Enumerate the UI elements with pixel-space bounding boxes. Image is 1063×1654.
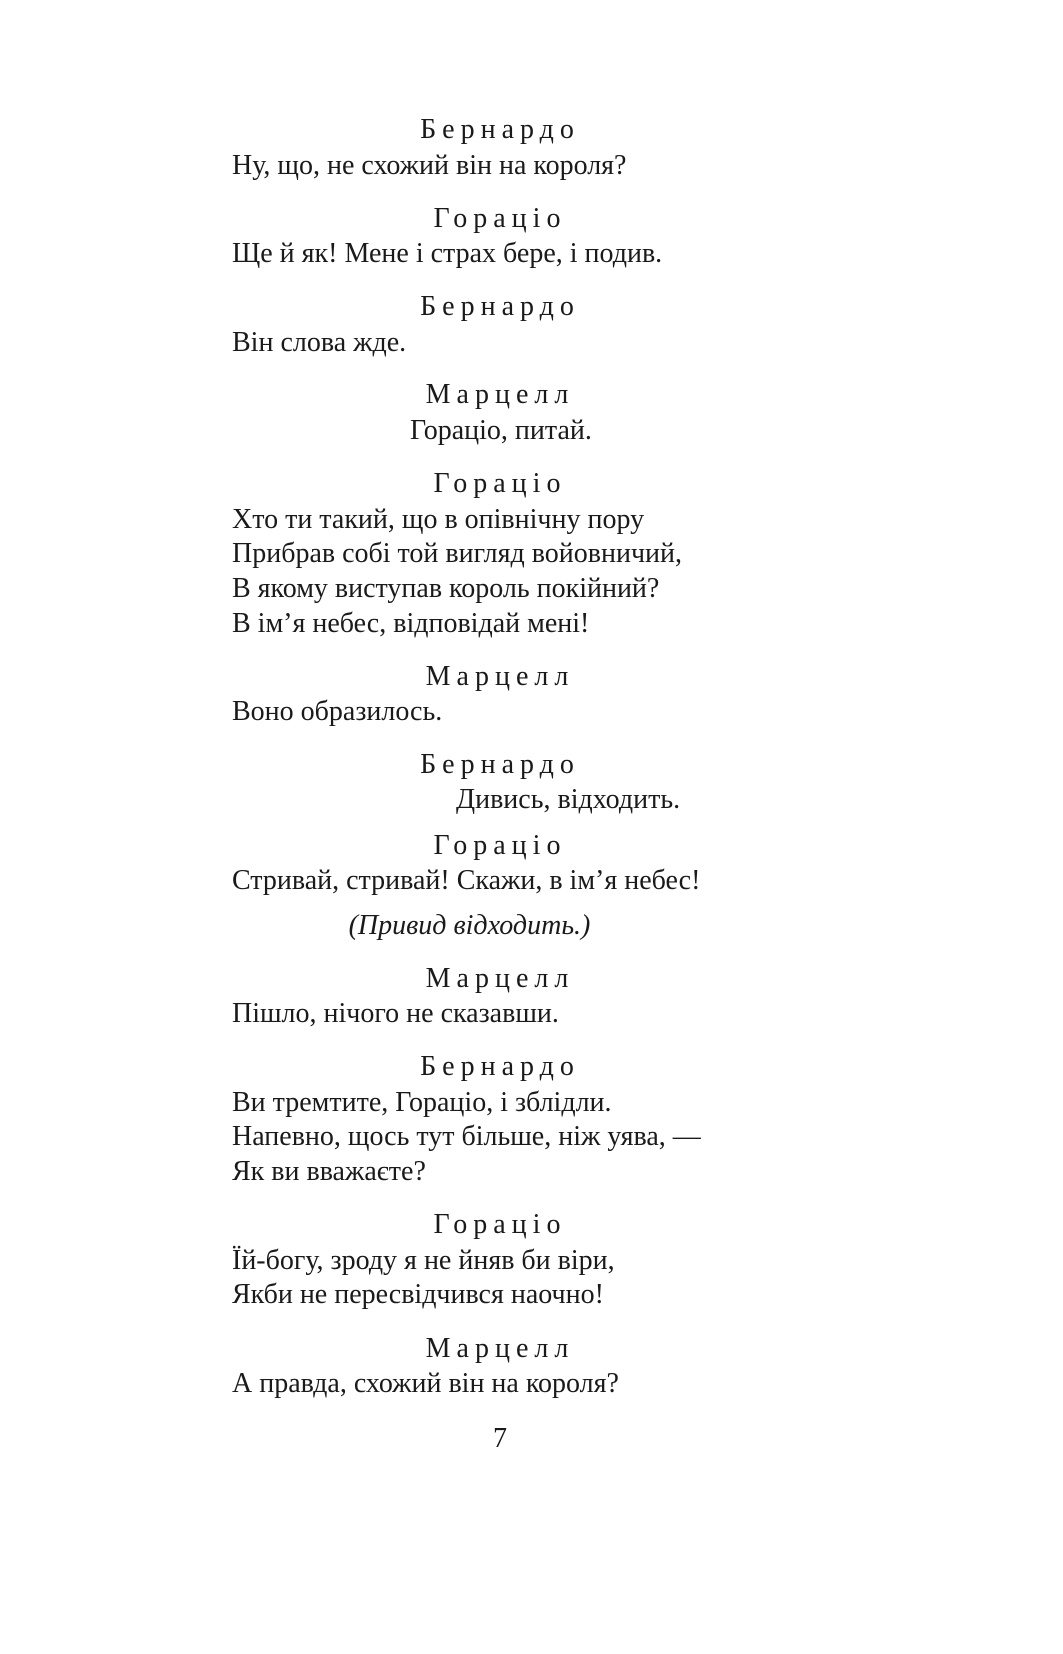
speaker-name: Гораціо xyxy=(433,830,567,861)
speaker-name: Гораціо xyxy=(433,468,567,499)
dialogue-line: Стривай, стривай! Скажи, в ім’я небес! xyxy=(232,865,701,896)
stage-direction: (Привид відходить.) xyxy=(348,910,591,941)
dialogue-line: Ну, що, не схожий він на короля? xyxy=(232,150,627,181)
dialogue-line: А правда, схожий він на короля? xyxy=(232,1368,619,1399)
speaker-name: Гораціо xyxy=(433,1209,567,1240)
dialogue-line: Пішло, нічого не сказавши. xyxy=(232,998,559,1029)
speaker-name: Марцелл xyxy=(425,1333,575,1364)
dialogue-line: Воно образилось. xyxy=(232,696,443,727)
dialogue-line: Ви тремтите, Гораціо, і зблідли. xyxy=(232,1087,612,1118)
speaker-name: Бернардо xyxy=(420,1051,580,1082)
speaker-name: Марцелл xyxy=(425,379,575,410)
speaker-name: Гораціо xyxy=(433,203,567,234)
dialogue-line: Як ви вважаєте? xyxy=(232,1156,426,1187)
dialogue-line: Якби не пересвідчився наочно! xyxy=(232,1279,604,1310)
dialogue-line: Їй-богу, зроду я не йняв би віри, xyxy=(232,1245,615,1276)
dialogue-line: В якому виступав король покійний? xyxy=(232,573,660,604)
dialogue-line: Гораціо, питай. xyxy=(410,415,592,446)
dialogue-line: Хто ти такий, що в опівнічну пору xyxy=(232,504,645,535)
speaker-name: Марцелл xyxy=(425,963,575,994)
dialogue-line: Прибрав собі той вигляд войовничий, xyxy=(232,538,683,569)
dialogue-line: Він слова жде. xyxy=(232,327,407,358)
dialogue-line: В ім’я небес, відповідай мені! xyxy=(232,608,590,639)
speaker-name: Марцелл xyxy=(425,661,575,692)
dialogue-line: Напевно, щось тут більше, ніж уява, — xyxy=(232,1121,701,1152)
speaker-name: Бернардо xyxy=(420,291,580,322)
dialogue-line: Ще й як! Мене і страх бере, і подив. xyxy=(232,238,663,269)
speaker-name: Бернардо xyxy=(420,749,580,780)
page-number: 7 xyxy=(493,1423,507,1454)
speaker-name: Бернардо xyxy=(420,114,580,145)
dialogue-line: Дивись, відходить. xyxy=(456,784,681,815)
